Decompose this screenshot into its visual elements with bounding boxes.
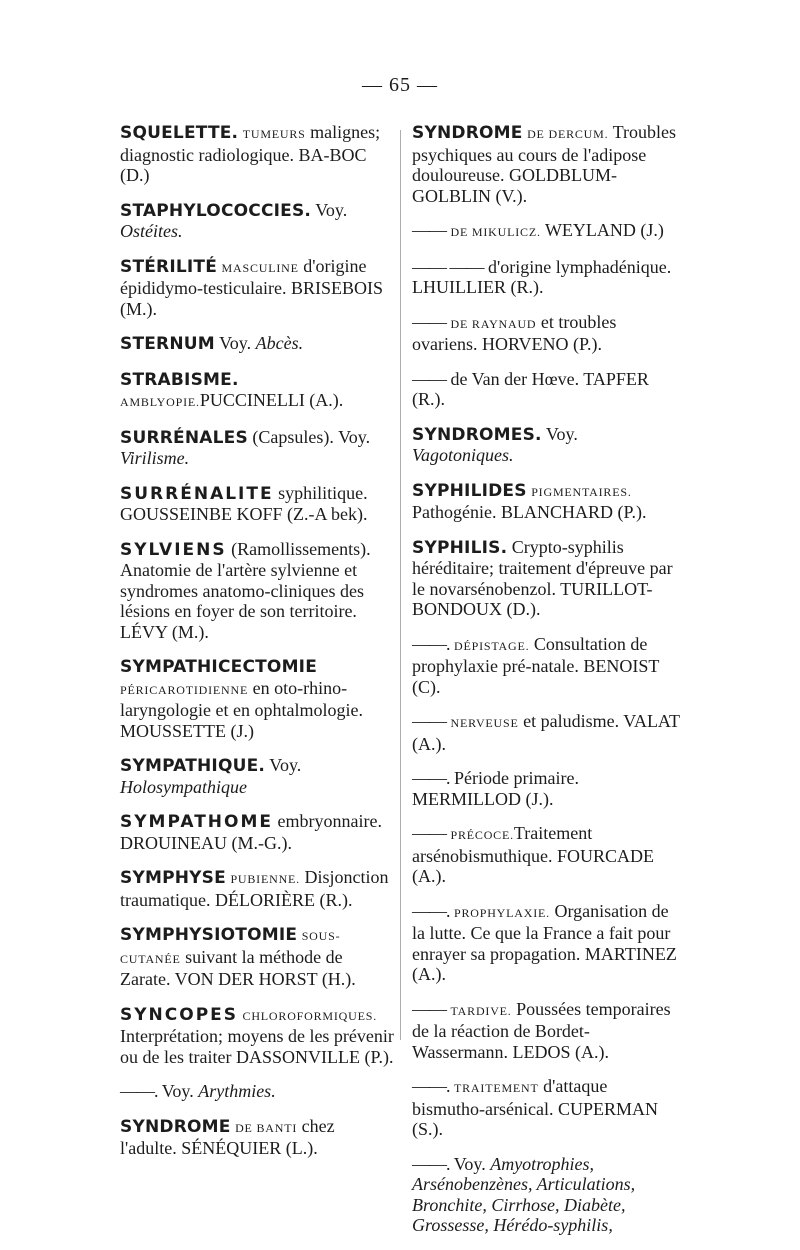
entry-heading: SYPHILIS. xyxy=(412,537,508,558)
index-entry xyxy=(412,1154,682,1236)
index-entry xyxy=(412,823,682,887)
index-entry xyxy=(120,867,394,910)
index-entry xyxy=(412,312,682,355)
entry-text: (Ramollissements). Anatomie de l'artère sylvienne et syndromes anatomo-cliniques des lésions en foyer de son territoire. LÉVY (M.). xyxy=(120,538,371,642)
entry-qualifier: TARDIVE. xyxy=(450,1003,512,1018)
entry-reference: Ostéites. xyxy=(120,221,183,241)
entry-text: Voy. xyxy=(541,423,578,444)
entry-qualifier: SOUS-CUTANÉE xyxy=(120,929,341,966)
entry-heading: SYNCOPES xyxy=(120,1004,239,1025)
entry-text: de Van der Hœve. TAPFER (R.). xyxy=(412,368,649,409)
entry-heading: SYMPATHICECTOMIE xyxy=(120,657,318,677)
index-entry xyxy=(120,1081,394,1102)
entry-dash: —— —— xyxy=(412,256,484,277)
index-entry xyxy=(412,768,682,809)
entry-qualifier: DE MIKULICZ. xyxy=(450,225,541,239)
entry-text: Voy. xyxy=(161,1081,199,1101)
entry-reference: Virilisme. xyxy=(120,448,190,468)
entry-dash: ——. xyxy=(412,1076,450,1096)
entry-text: WEYLAND (J.) xyxy=(540,220,664,240)
entry-qualifier: PIGMENTAIRES. xyxy=(531,484,632,499)
entry-heading: SYMPHYSIOTOMIE xyxy=(120,925,298,945)
entry-reference: Amyotrophies, Arsénobenzènes, Articulations, Bronchite, Cirrhose, Diabète, Grossesse, Hérédo-syphilis, xyxy=(412,1153,636,1235)
entry-heading: SYLVIENS xyxy=(120,539,227,560)
index-entry xyxy=(412,369,682,410)
entry-dash: —— xyxy=(412,220,446,240)
entry-heading: SYNDROME xyxy=(412,123,523,143)
entry-heading: STAPHYLOCOCCIES. xyxy=(120,200,312,221)
entry-text: Disjonction traumatique. DÉLORIÈRE (R.). xyxy=(120,867,389,910)
entry-qualifier: TRAITEMENT xyxy=(454,1081,539,1095)
index-entry xyxy=(412,480,682,523)
entry-heading: SYNDROMES. xyxy=(412,424,542,445)
entry-qualifier: PÉRICAROTIDIENNE xyxy=(120,682,249,697)
entry-text: Crypto-syphilis héréditaire; traitement d'épreuve par le novarsénobenzol. TURILLOT-BONDOUX (D.). xyxy=(412,536,673,619)
entry-heading: SQUELETTE. xyxy=(120,123,239,143)
column-divider xyxy=(400,130,401,1040)
index-entry xyxy=(120,200,394,242)
entry-heading: SYMPATHIQUE. xyxy=(120,756,266,776)
entry-text: Troubles psychiques au cours de l'adipose douloureuse. GOLDBLUM-GOLBLIN (V.). xyxy=(412,122,676,206)
entry-dash: ——. xyxy=(412,768,450,788)
entry-text: Poussées temporaires de la réaction de Bordet-Wassermann. LEDOS (A.). xyxy=(412,998,671,1062)
entry-text: chez l'adulte. SÉNÉQUIER (L.). xyxy=(120,1115,335,1158)
entry-text: d'origine lymphadénique. LHUILLIER (R.). xyxy=(412,256,672,297)
index-entry xyxy=(120,755,394,797)
index-entry xyxy=(412,634,682,698)
entry-heading: SYPHILIDES xyxy=(412,480,527,501)
index-entry xyxy=(120,333,394,355)
entry-qualifier: PUBIENNE. xyxy=(230,872,300,886)
entry-text: en oto-rhino-laryngologie et en ophtalmologie. MOUSSETTE (J.) xyxy=(120,677,363,741)
index-column-left xyxy=(120,122,394,1173)
entry-reference: Holosympathique xyxy=(120,776,247,797)
entry-qualifier: DE BANTI xyxy=(235,1120,298,1135)
entry-text: syphilitique. GOUSSEINBE KOFF (Z.-A bek). xyxy=(120,482,368,524)
entry-text: Voy. xyxy=(311,199,348,220)
entry-reference: Arythmies. xyxy=(198,1081,276,1101)
entry-dash: —— xyxy=(412,311,446,332)
index-entry xyxy=(412,257,682,298)
entry-dash: —— xyxy=(412,711,446,731)
entry-heading: SURRÉNALITE xyxy=(120,483,274,504)
entry-qualifier: DE RAYNAUD xyxy=(450,316,537,331)
entry-heading: STÉRILITÉ xyxy=(120,256,218,277)
entry-heading: SYNDROME xyxy=(120,1116,231,1137)
index-entry xyxy=(412,424,682,466)
index-entry xyxy=(412,999,682,1063)
index-column-right xyxy=(412,122,682,1250)
entry-dash: ——. xyxy=(412,633,450,654)
index-entry xyxy=(412,901,682,985)
entry-heading: SURRÉNALES xyxy=(120,427,248,448)
index-entry xyxy=(120,1004,394,1068)
entry-text: et paludisme. VALAT (A.). xyxy=(412,711,680,754)
entry-text: d'origine épididymo-testiculaire. BRISEBOIS (M.). xyxy=(120,255,383,319)
entry-text: suivant la méthode de Zarate. VON DER HORST (H.). xyxy=(120,946,356,989)
entry-dash: —— xyxy=(412,998,446,1019)
entry-text: embryonnaire. DROUINEAU (M.-G.). xyxy=(120,811,382,853)
entry-dash: ——. xyxy=(120,1081,158,1101)
entry-qualifier: TUMEURS xyxy=(242,127,306,141)
entry-text: Voy. xyxy=(265,755,302,775)
entry-dash: ——. xyxy=(412,1153,450,1174)
index-entry xyxy=(120,1116,394,1159)
entry-dash: —— xyxy=(412,823,446,843)
entry-text: Interprétation; moyens de les prévenir ou de les traiter DASSONVILLE (P.). xyxy=(120,1026,394,1067)
index-entry xyxy=(412,220,682,243)
entry-reference: Abcès. xyxy=(255,333,304,353)
entry-text: Période primaire. MERMILLOD (J.). xyxy=(412,768,579,809)
entry-dash: ——. xyxy=(412,900,450,921)
entry-text: Voy. xyxy=(214,333,256,353)
entry-text: malignes; diagnostic radiologique. BA-BOC (D.) xyxy=(120,122,381,185)
index-entry xyxy=(120,539,394,643)
entry-qualifier: DÉPISTAGE. xyxy=(454,638,530,653)
index-entry xyxy=(120,656,394,741)
entry-text: Consultation de prophylaxie pré-natale. BENOIST (C). xyxy=(412,633,660,697)
entry-heading: SYMPATHOME xyxy=(120,812,274,832)
index-entry xyxy=(412,122,682,206)
entry-text: d'attaque bismutho-arsénical. CUPERMAN (S.). xyxy=(412,1076,658,1139)
entry-text: Organisation de la lutte. Ce que la France a fait pour enrayer sa propagation. MARTINEZ (A.). xyxy=(412,900,677,984)
entry-text: Pathogénie. BLANCHARD (P.). xyxy=(412,502,647,522)
index-entry xyxy=(120,427,394,469)
index-entry xyxy=(120,811,394,853)
entry-qualifier: AMBLYOPIE. xyxy=(120,395,200,409)
entry-qualifier: MASCULINE xyxy=(221,260,299,275)
entry-qualifier: CHLOROFORMIQUES. xyxy=(242,1008,378,1023)
entry-heading: SYMPHYSE xyxy=(120,868,226,888)
entry-qualifier: PROPHYLAXIE. xyxy=(454,905,550,920)
index-entry xyxy=(120,122,394,186)
entry-reference: Vagotoniques. xyxy=(412,445,514,465)
entry-text: et troubles ovariens. HORVENO (P.). xyxy=(412,311,617,354)
index-entry xyxy=(412,537,682,620)
entry-dash: —— xyxy=(412,368,446,389)
entry-qualifier: NERVEUSE xyxy=(450,716,519,730)
entry-qualifier: DE DERCUM. xyxy=(527,127,609,141)
entry-text: (Capsules). Voy. xyxy=(247,426,371,447)
entry-text: PUCCINELLI (A.). xyxy=(199,390,344,410)
index-entry xyxy=(412,1076,682,1140)
entry-heading: STRABISME. xyxy=(120,369,239,390)
index-entry xyxy=(120,256,394,320)
index-entry xyxy=(120,483,394,525)
entry-heading: STERNUM xyxy=(120,334,215,354)
page-number: — 65 — xyxy=(362,74,438,96)
index-entry xyxy=(120,924,394,990)
entry-text: Voy. xyxy=(453,1153,491,1174)
entry-text: Traitement arsénobismuthique. FOURCADE (A.). xyxy=(412,823,654,886)
entry-qualifier: PRÉCOCE. xyxy=(450,828,514,842)
index-entry xyxy=(412,711,682,754)
index-entry xyxy=(120,369,394,413)
